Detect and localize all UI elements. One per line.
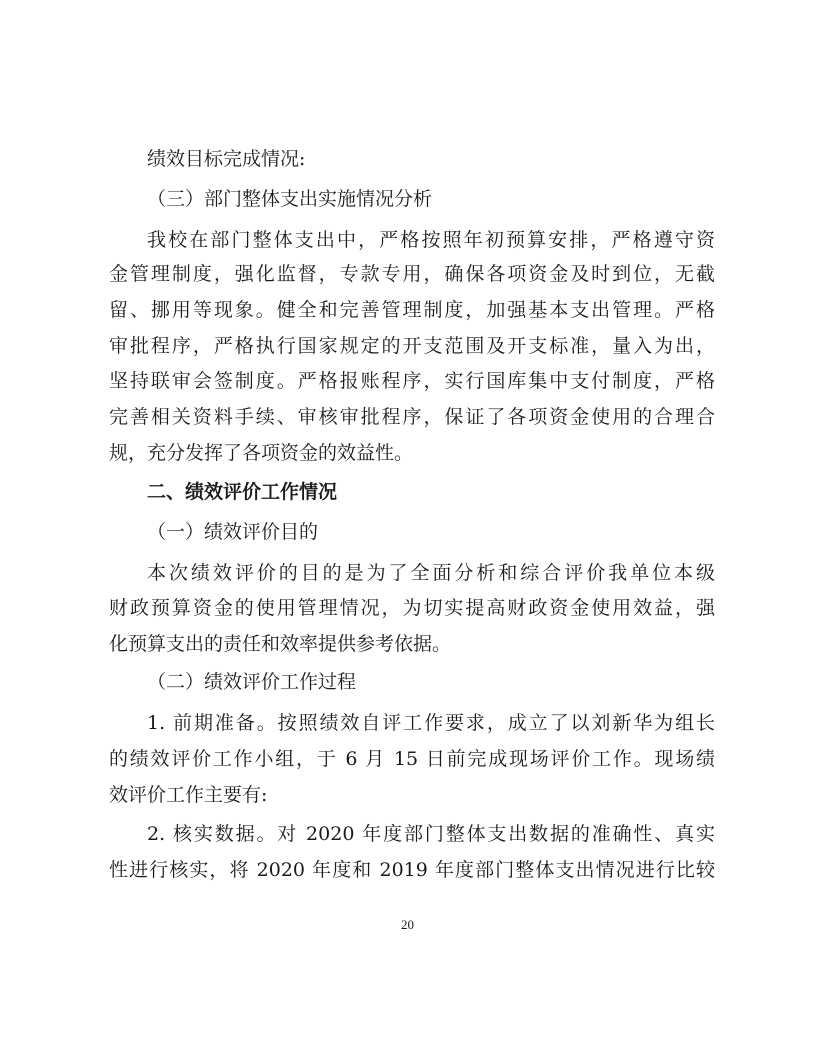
text-line: 金管理制度，强化监督，专款专用，确保各项资金及时到位，无截 [109,263,715,285]
text-line: 本次绩效评价的目的是为了全面分析和综合评价我单位本级 [147,562,715,584]
text-line: 性进行核实，将 2020 年度和 2019 年度部门整体支出情况进行比较 [109,859,715,881]
text-line: 效评价工作主要有: [109,784,268,806]
text-line: 绩效目标完成情况: [147,148,306,170]
text-line: 坚持联审会签制度。严格报账程序，实行国库集中支付制度，严格 [109,370,715,392]
text-line: 留、挪用等现象。健全和完善管理制度，加强基本支出管理。严格 [109,299,715,321]
chapter-heading: 二、绩效评价工作情况 [147,481,338,503]
text-line: 规，充分发挥了各项资金的效益性。 [109,442,414,464]
text-line: 我校在部门整体支出中，严格按照年初预算安排，严格遵守资 [147,229,715,251]
text-line: 完善相关资料手续、审核审批程序，保证了各项资金使用的合理合 [109,406,715,428]
section-heading: （二）绩效评价工作过程 [147,671,357,693]
text-line: 化预算支出的责任和效率提供参考依据。 [109,633,452,655]
text-line: 2. 核实数据。对 2020 年度部门整体支出数据的准确性、真实 [147,823,715,845]
text-line: 审批程序，严格执行国家规定的开支范围及开支标准，量入为出， [109,335,715,357]
text-line: 财政预算资金的使用管理情况，为切实提高财政资金使用效益，强 [109,597,715,619]
text-line: 的绩效评价工作小组，于 6 月 15 日前完成现场评价工作。现场绩 [109,748,715,770]
page-number: 20 [401,917,414,932]
text-line: 1. 前期准备。按照绩效自评工作要求，成立了以刘新华为组长 [147,712,715,734]
section-heading: （三）部门整体支出实施情况分析 [147,188,433,210]
section-heading: （一）绩效评价目的 [147,521,319,543]
